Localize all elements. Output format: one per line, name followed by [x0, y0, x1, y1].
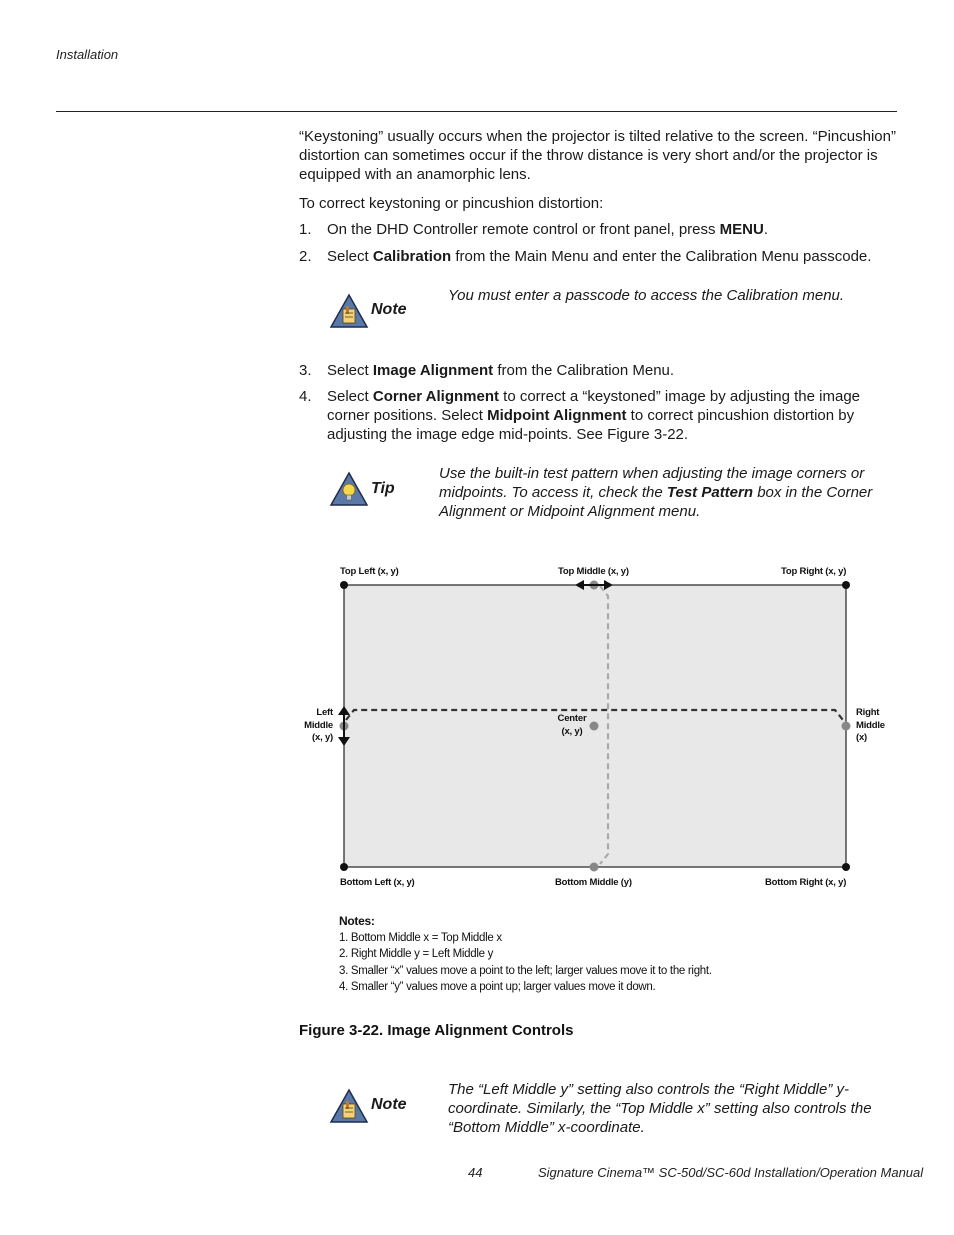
notes-title: Notes: — [339, 914, 375, 928]
tip-label: Tip — [371, 480, 395, 497]
label-bottom-right: Bottom Right (x, y) — [765, 877, 847, 888]
notes-item: 3. Smaller “x” values move a point to the left; larger values move it to the right. — [339, 964, 712, 977]
notes-item: 4. Smaller “y” values move a point up; larger values move it down. — [339, 981, 656, 993]
label-left-middle: Left Middle (x, y) — [304, 707, 333, 743]
figure-caption: Figure 3-22. Image Alignment Controls — [299, 1022, 574, 1039]
note-label: Note — [371, 1096, 407, 1113]
label-center: Center (x, y) — [557, 713, 587, 737]
bottom-middle-point — [590, 863, 599, 872]
note-label: Note — [371, 301, 407, 318]
note-text: The “Left Middle y” setting also controls the “Right Middle” y-coordinate. Similarly, the “Top Middle x” setting also controls the “Bottom Middle” x-coordinate. — [448, 1081, 872, 1136]
label-top-right: Top Right (x, y) — [781, 566, 847, 577]
header-rule — [56, 111, 897, 112]
step-number: 4. — [299, 388, 312, 405]
step-text: On the DHD Controller remote control or front panel, press MENU. — [327, 221, 769, 238]
step-text: Select Image Alignment from the Calibration Menu. — [327, 362, 675, 379]
image-alignment-diagram — [300, 560, 900, 900]
step-text: Select Calibration from the Main Menu and enter the Calibration Menu passcode. — [327, 248, 872, 265]
bottom-left-point — [340, 863, 348, 871]
top-right-point — [842, 581, 850, 589]
label-bottom-middle: Bottom Middle (y) — [555, 877, 632, 888]
page-number: 44 — [468, 1165, 483, 1180]
footer-title: Signature Cinema™ SC-50d/SC-60d Installation/Operation Manual — [538, 1165, 924, 1180]
note-text: You must enter a passcode to access the Calibration menu. — [448, 287, 845, 304]
label-top-middle: Top Middle (x, y) — [558, 566, 629, 577]
note-icon — [329, 1088, 369, 1124]
step-number: 3. — [299, 362, 312, 379]
tip-text: Use the built-in test pattern when adjusting the image corners or midpoints. To access it, check the Test Pattern box in the Corner Alignment or Midpoint Alignment menu. — [439, 465, 873, 520]
label-right-middle: Right Middle (x) — [856, 707, 885, 743]
lead-paragraph: To correct keystoning or pincushion distortion: — [299, 195, 604, 212]
label-top-left: Top Left (x, y) — [340, 566, 399, 577]
right-middle-point — [842, 722, 851, 731]
top-left-point — [340, 581, 348, 589]
notes-item: 2. Right Middle y = Left Middle y — [339, 948, 494, 960]
bottom-right-point — [842, 863, 850, 871]
note-icon — [329, 293, 369, 329]
notes-item: 1. Bottom Middle x = Top Middle x — [339, 931, 502, 944]
step-text: Select Corner Alignment to correct a “keystoned” image by adjusting the image corner positions. Select Midpoint Alignment to correct pincushion distortion by adjusting the image edge mid-points. See Figure 3-22. — [327, 388, 861, 443]
lightbulb-icon — [329, 471, 369, 507]
step-number: 1. — [299, 221, 312, 238]
label-bottom-left: Bottom Left (x, y) — [340, 877, 415, 888]
intro-paragraph: “Keystoning” usually occurs when the projector is tilted relative to the screen. “Pincushion” distortion can sometimes occur if the throw distance is very short and/or the projector is equipped with an anamorphic lens. — [299, 128, 896, 183]
step-number: 2. — [299, 248, 312, 265]
figure-notes — [339, 913, 712, 996]
running-header: Installation — [56, 47, 119, 62]
